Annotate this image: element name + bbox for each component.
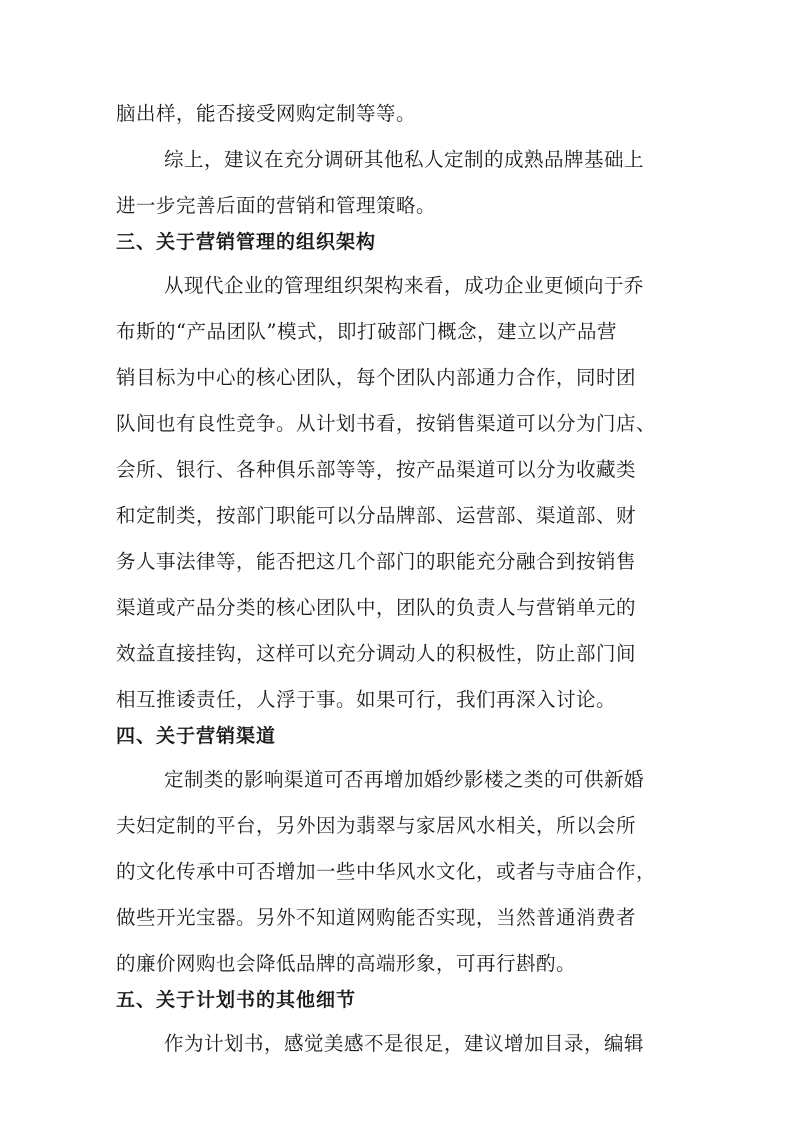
section-heading-4: 四、关于营销渠道 <box>116 725 277 747</box>
paragraph-line: 和定制类，按部门职能可以分品牌部、运营部、渠道部、财 <box>116 504 637 527</box>
section-heading-3: 三、关于营销管理的组织架构 <box>116 231 377 253</box>
paragraph-line: 夫妇定制的平台，另外因为翡翠与家居风水相关，所以会所 <box>116 814 637 837</box>
paragraph-line: 定制类的影响渠道可否再增加婚纱影楼之类的可供新婚 <box>164 768 645 791</box>
paragraph-line: 的文化传承中可否增加一些中华风水文化，或者与寺庙合作， <box>116 860 657 883</box>
paragraph-line: 作为计划书，感觉美感不是很足，建议增加目录，编辑 <box>164 1032 645 1055</box>
paragraph-line: 的廉价网购也会降低品牌的高端形象，可再行斟酌。 <box>116 952 577 975</box>
paragraph-line: 布斯的“产品团队”模式，即打破部门概念，建立以产品营 <box>116 320 617 343</box>
section-heading-5: 五、关于计划书的其他细节 <box>116 989 357 1011</box>
paragraph-line: 从现代企业的管理组织架构来看，成功企业更倾向于乔 <box>164 274 645 297</box>
paragraph-line: 销目标为中心的核心团队，每个团队内部通力合作，同时团 <box>116 366 637 389</box>
paragraph-line: 脑出样，能否接受网购定制等等。 <box>116 102 417 125</box>
paragraph-line: 务人事法律等，能否把这几个部门的职能充分融合到按销售 <box>116 550 637 573</box>
paragraph-line: 效益直接挂钩，这样可以充分调动人的积极性，防止部门间 <box>116 642 637 665</box>
paragraph-line: 综上，建议在充分调研其他私人定制的成熟品牌基础上 <box>164 148 645 171</box>
paragraph-line: 渠道或产品分类的核心团队中，团队的负责人与营销单元的 <box>116 596 637 619</box>
paragraph-line: 队间也有良性竞争。从计划书看，按销售渠道可以分为门店、 <box>116 412 657 435</box>
paragraph-line: 会所、银行、各种俱乐部等等，按产品渠道可以分为收藏类 <box>116 458 637 481</box>
paragraph-line: 做些开光宝器。另外不知道网购能否实现，当然普通消费者 <box>116 906 637 929</box>
paragraph-line: 进一步完善后面的营销和管理策略。 <box>116 194 437 217</box>
paragraph-line: 相互推诿责任，人浮于事。如果可行，我们再深入讨论。 <box>116 688 617 711</box>
